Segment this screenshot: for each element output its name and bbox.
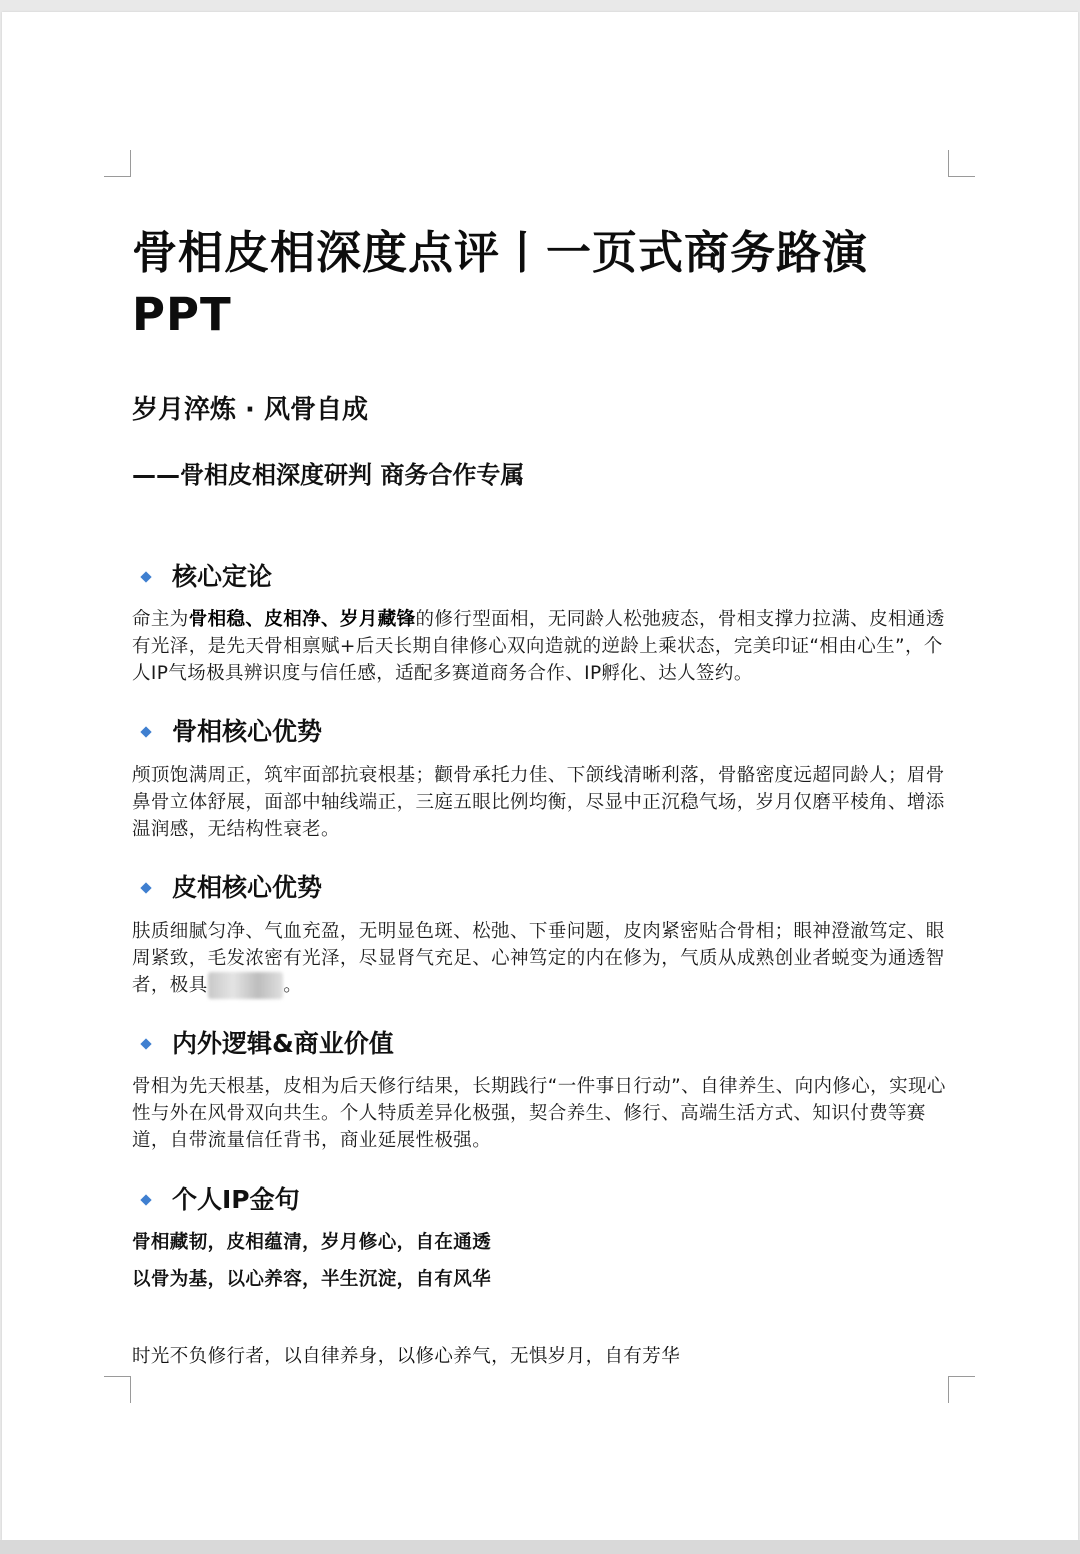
section-paragraph-skin-advantages <box>132 918 952 999</box>
crop-mark-bottom-left <box>104 1376 131 1403</box>
diamond-bullet-icon <box>140 1194 151 1205</box>
crop-mark-top-left <box>104 150 131 177</box>
section-heading-label: 骨相核心优势 <box>172 717 323 746</box>
paragraph-bold-text: 骨相稳、皮相净、岁月藏锋 <box>188 609 416 630</box>
section-heading-label: 皮相核心优势 <box>172 873 323 902</box>
ip-quote-1: 骨相藏韧，皮相蕴清，岁月修心，自在通透 <box>132 1232 492 1253</box>
paragraph-text: 。 <box>283 975 303 996</box>
section-heading-bone-advantages <box>140 715 322 749</box>
crop-mark-bottom-right <box>948 1376 975 1403</box>
document-title: 骨相皮相深度点评丨一页式商务路演PPT <box>132 226 869 341</box>
obscured-text <box>208 972 284 999</box>
section-heading-label: 核心定论 <box>172 562 273 591</box>
section-paragraph-commercial-value: 骨相为先天根基，皮相为后天修行结果，长期践行“一件事日行动”、自律养生、向内修心，实现心性与外在风骨双向共生。个人特质差异化极强，契合养生、修行、高端生活方式、知识付费等赛道，自带流量信任背书，商业延展性极强。 <box>132 1076 946 1151</box>
crop-mark-top-right <box>948 150 975 177</box>
document-tagline: ——骨相皮相深度研判 商务合作专属 <box>132 461 525 489</box>
document-subtitle: 岁月淬炼 · 风骨自成 <box>132 395 368 425</box>
bottom-scroll-bar <box>0 1540 1080 1554</box>
section-paragraph-bone-advantages: 颅顶饱满周正，筑牢面部抗衰根基；颧骨承托力佳、下颌线清晰利落，骨骼密度远超同龄人；眉骨鼻骨立体舒展，面部中轴线端正，三庭五眼比例均衡，尽显中正沉稳气场，岁月仅磨平棱角、增添温润感，无结构性衰老。 <box>132 765 945 840</box>
section-heading-label: 个人IP金句 <box>172 1185 300 1214</box>
diamond-bullet-icon <box>140 571 151 582</box>
section-heading-commercial-value <box>140 1027 394 1061</box>
diamond-bullet-icon <box>140 1038 151 1049</box>
closing-line: 时光不负修行者，以自律养身，以修心养气，无惧岁月，自有芳华 <box>132 1346 681 1367</box>
section-heading-ip-quotes <box>140 1183 300 1217</box>
ip-quote-2: 以骨为基，以心养容，半生沉淀，自有风华 <box>132 1269 492 1290</box>
paragraph-text: 肤质细腻匀净、气血充盈，无明显色斑、松弛、下垂问题，皮肉紧密贴合骨相；眼神澄澈笃定、眼周紧致，毛发浓密有光泽，尽显肾气充足、心神笃定的内在修为，气质从成熟创业者蜕变为通透智者，极具 <box>132 921 945 996</box>
section-paragraph-core-conclusion <box>132 606 952 687</box>
paragraph-text: 的修行型面相，无同龄人松弛疲态，骨相支撑力拉满、皮相通透有光泽，是先天骨相禀赋+后天长期自律修心双向造就的逆龄上乘状态，完美印证“相由心生”，个人IP气场极具辨识度与信任感，适配多赛道商务合作、IP孵化、达人签约。 <box>132 609 945 684</box>
diamond-bullet-icon <box>140 882 151 893</box>
section-heading-skin-advantages <box>140 871 322 905</box>
paragraph-text: 命主为 <box>132 609 189 630</box>
section-heading-core-conclusion <box>140 560 272 594</box>
diamond-bullet-icon <box>140 726 151 737</box>
section-heading-label: 内外逻辑&商业价值 <box>172 1029 394 1058</box>
